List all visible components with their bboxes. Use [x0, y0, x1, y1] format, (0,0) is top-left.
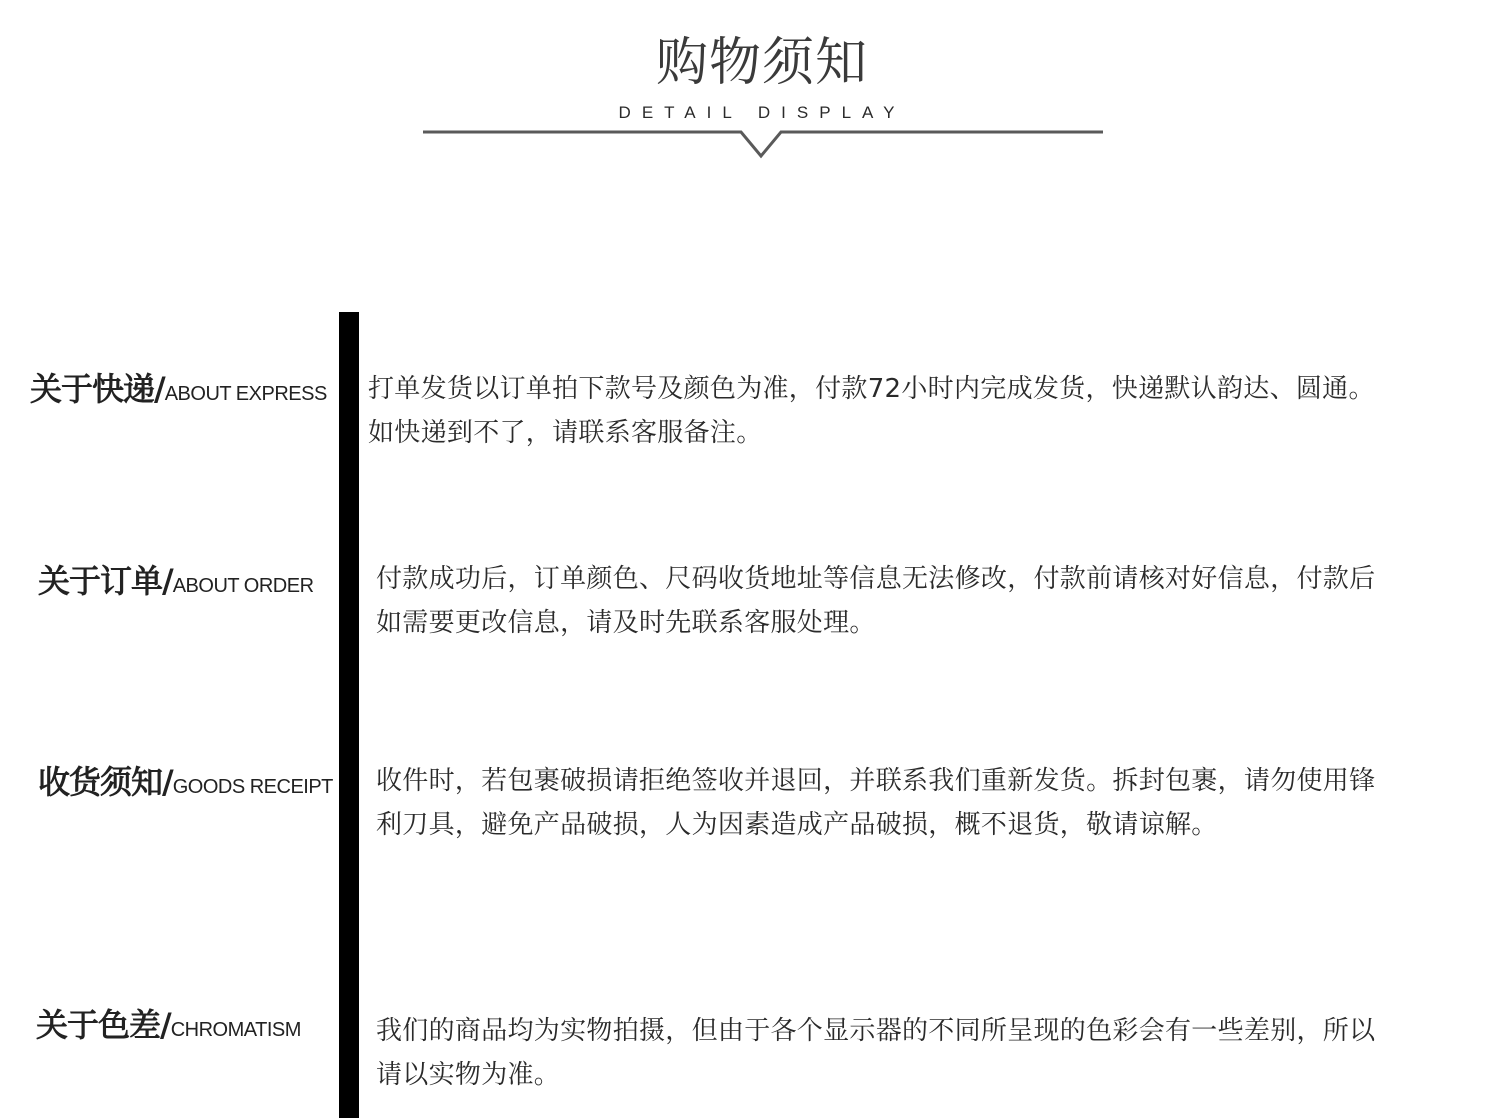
section-text-order [376, 557, 1486, 645]
vertical-divider-bar [339, 312, 359, 1118]
section-label-order [38, 556, 314, 602]
text-line: 如快递到不了，请联系客服备注。 [368, 418, 763, 448]
section-text-receipt [376, 759, 1486, 847]
section-label-receipt [38, 757, 333, 803]
page-title: 购物须知 [655, 33, 868, 93]
section-label-cn: 关于订单/ [38, 562, 173, 600]
text-line: 利刀具，避免产品破损，人为因素造成产品破损，概不退货，敬请谅解。 [376, 810, 1218, 840]
section-text-chromatism [376, 1009, 1486, 1097]
header-divider-with-notch [423, 126, 1103, 162]
text-line: 我们的商品均为实物拍摄，但由于各个显示器的不同所呈现的色彩会有一些差别，所以 [376, 1016, 1376, 1046]
text-line: 请以实物为准。 [376, 1060, 561, 1090]
text-line: 打单发货以订单拍下款号及颜色为准，付款72小时内完成发货，快递默认韵达、圆通。 [368, 374, 1375, 404]
section-label-cn: 关于色差/ [36, 1006, 171, 1044]
section-label-en: ABOUT EXPRESS [164, 383, 327, 405]
page-subtitle: DETAIL DISPLAY [618, 103, 906, 122]
section-label-express [30, 364, 327, 410]
section-text-express [368, 367, 1478, 455]
section-label-chromatism [36, 1000, 301, 1046]
text-line: 付款成功后，订单颜色、尺码收货地址等信息无法修改，付款前请核对好信息，付款后 [376, 564, 1376, 594]
text-line: 如需要更改信息，请及时先联系客服处理。 [376, 608, 876, 638]
section-label-cn: 关于快递/ [30, 370, 165, 408]
section-label-cn: 收货须知/ [38, 763, 173, 801]
section-label-en: ABOUT ORDER [172, 575, 314, 597]
text-line: 收件时，若包裹破损请拒绝签收并退回，并联系我们重新发货。拆封包裹，请勿使用锋 [376, 766, 1376, 796]
section-label-en: CHROMATISM [170, 1019, 301, 1041]
section-label-en: GOODS RECEIPT [172, 776, 333, 798]
